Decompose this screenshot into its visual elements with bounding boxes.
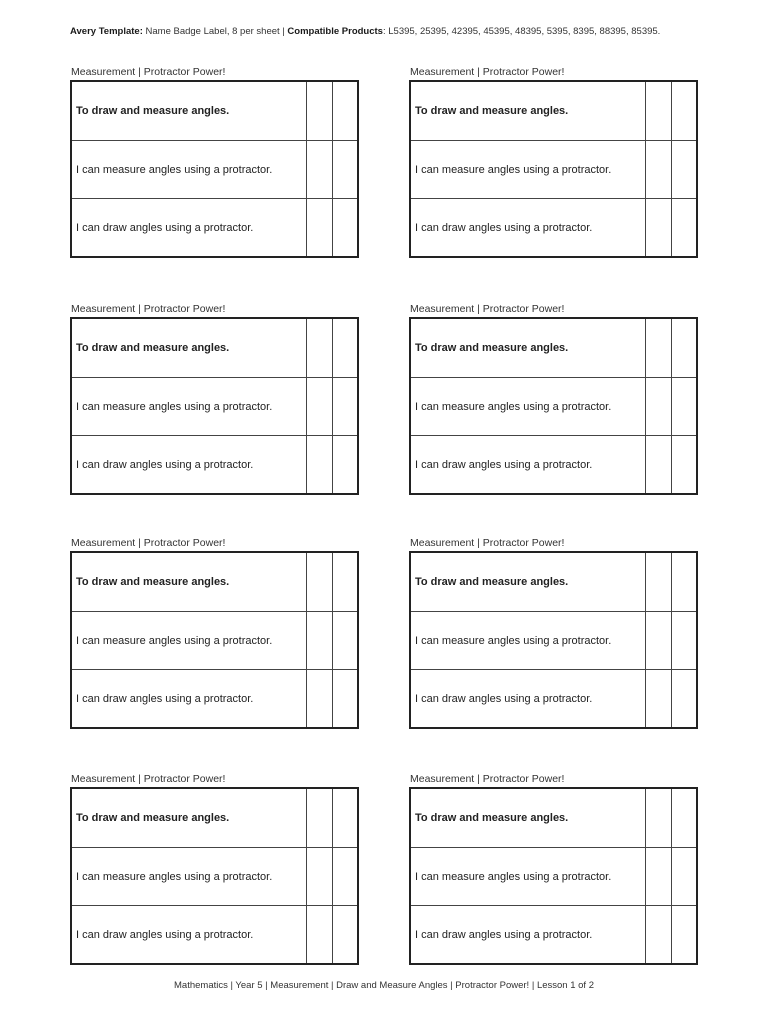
label-title: Measurement | Protractor Power! [410,66,565,78]
checklist-table [70,787,359,965]
success-criterion-text: I can measure angles using a protractor. [76,871,273,883]
checklist-table [70,551,359,729]
success-criterion-text: I can measure angles using a protractor. [415,635,612,647]
success-criterion-text: I can measure angles using a protractor. [415,164,612,176]
checklist-row [72,611,357,669]
checklist-row-objective [411,553,696,611]
success-criterion-text: I can measure angles using a protractor. [415,401,612,413]
success-criterion-text: I can measure angles using a protractor. [76,635,273,647]
success-criterion-text: I can draw angles using a protractor. [76,929,254,941]
tick-column-divider [671,319,672,493]
checklist-row [411,377,696,435]
tick-column-divider [671,553,672,727]
checklist-table [70,80,359,258]
learning-objective-text: To draw and measure angles. [76,576,230,588]
tick-column-divider [332,553,333,727]
checklist-row-objective [411,789,696,847]
tick-column-divider [645,553,646,727]
checklist-row [72,669,357,727]
success-criterion-text: I can draw angles using a protractor. [76,459,254,471]
learning-objective-text: To draw and measure angles. [415,105,569,117]
checklist-row [72,435,357,493]
checklist-table [409,80,698,258]
checklist-row [72,905,357,963]
label-title: Measurement | Protractor Power! [410,537,565,549]
checklist-row-objective [411,82,696,140]
success-criterion-text: I can measure angles using a protractor. [415,871,612,883]
checklist-row [411,611,696,669]
tick-column-divider [332,789,333,963]
checklist-row [411,140,696,198]
success-criterion-text: I can draw angles using a protractor. [415,693,593,705]
success-criterion-text: I can measure angles using a protractor. [76,164,273,176]
checklist-row [72,377,357,435]
avery-template-label: Avery Template: [70,26,143,37]
checklist-row [411,847,696,905]
success-criterion-text: I can draw angles using a protractor. [415,459,593,471]
tick-column-divider [306,319,307,493]
tick-column-divider [645,82,646,256]
learning-objective-text: To draw and measure angles. [415,576,569,588]
success-criterion-text: I can measure angles using a protractor. [76,401,273,413]
checklist-table [70,317,359,495]
checklist-row [411,669,696,727]
compatible-products-label: Compatible Products [287,26,383,37]
checklist-row [411,198,696,256]
checklist-row-objective [72,553,357,611]
learning-objective-text: To draw and measure angles. [415,812,569,824]
checklist-table [409,787,698,965]
checklist-row-objective [72,82,357,140]
label-title: Measurement | Protractor Power! [410,773,565,785]
label-title: Measurement | Protractor Power! [410,303,565,315]
tick-column-divider [306,553,307,727]
page-footer: Mathematics | Year 5 | Measurement | Draw and Measure Angles | Protractor Power! | Lesson 1 of 2 [174,980,594,991]
template-info-line [70,26,660,37]
checklist-row [72,140,357,198]
learning-objective-text: To draw and measure angles. [415,342,569,354]
checklist-table [409,317,698,495]
tick-column-divider [306,789,307,963]
tick-column-divider [306,82,307,256]
success-criterion-text: I can draw angles using a protractor. [415,929,593,941]
tick-column-divider [332,319,333,493]
checklist-row [411,435,696,493]
checklist-row-objective [411,319,696,377]
success-criterion-text: I can draw angles using a protractor. [76,222,254,234]
tick-column-divider [645,789,646,963]
label-title: Measurement | Protractor Power! [71,773,226,785]
tick-column-divider [671,82,672,256]
checklist-table [409,551,698,729]
checklist-row-objective [72,789,357,847]
tick-column-divider [645,319,646,493]
tick-column-divider [671,789,672,963]
success-criterion-text: I can draw angles using a protractor. [415,222,593,234]
label-title: Measurement | Protractor Power! [71,537,226,549]
learning-objective-text: To draw and measure angles. [76,105,230,117]
checklist-row [72,847,357,905]
tick-column-divider [332,82,333,256]
checklist-row [411,905,696,963]
label-title: Measurement | Protractor Power! [71,303,226,315]
success-criterion-text: I can draw angles using a protractor. [76,693,254,705]
checklist-row-objective [72,319,357,377]
compatible-products-value: : L5395, 25395, 42395, 45395, 48395, 5395, 8395, 88395, 85395. [382,26,661,37]
avery-template-value: Name Badge Label, 8 per sheet | [145,26,285,37]
learning-objective-text: To draw and measure angles. [76,812,230,824]
checklist-row [72,198,357,256]
learning-objective-text: To draw and measure angles. [76,342,230,354]
label-title: Measurement | Protractor Power! [71,66,226,78]
